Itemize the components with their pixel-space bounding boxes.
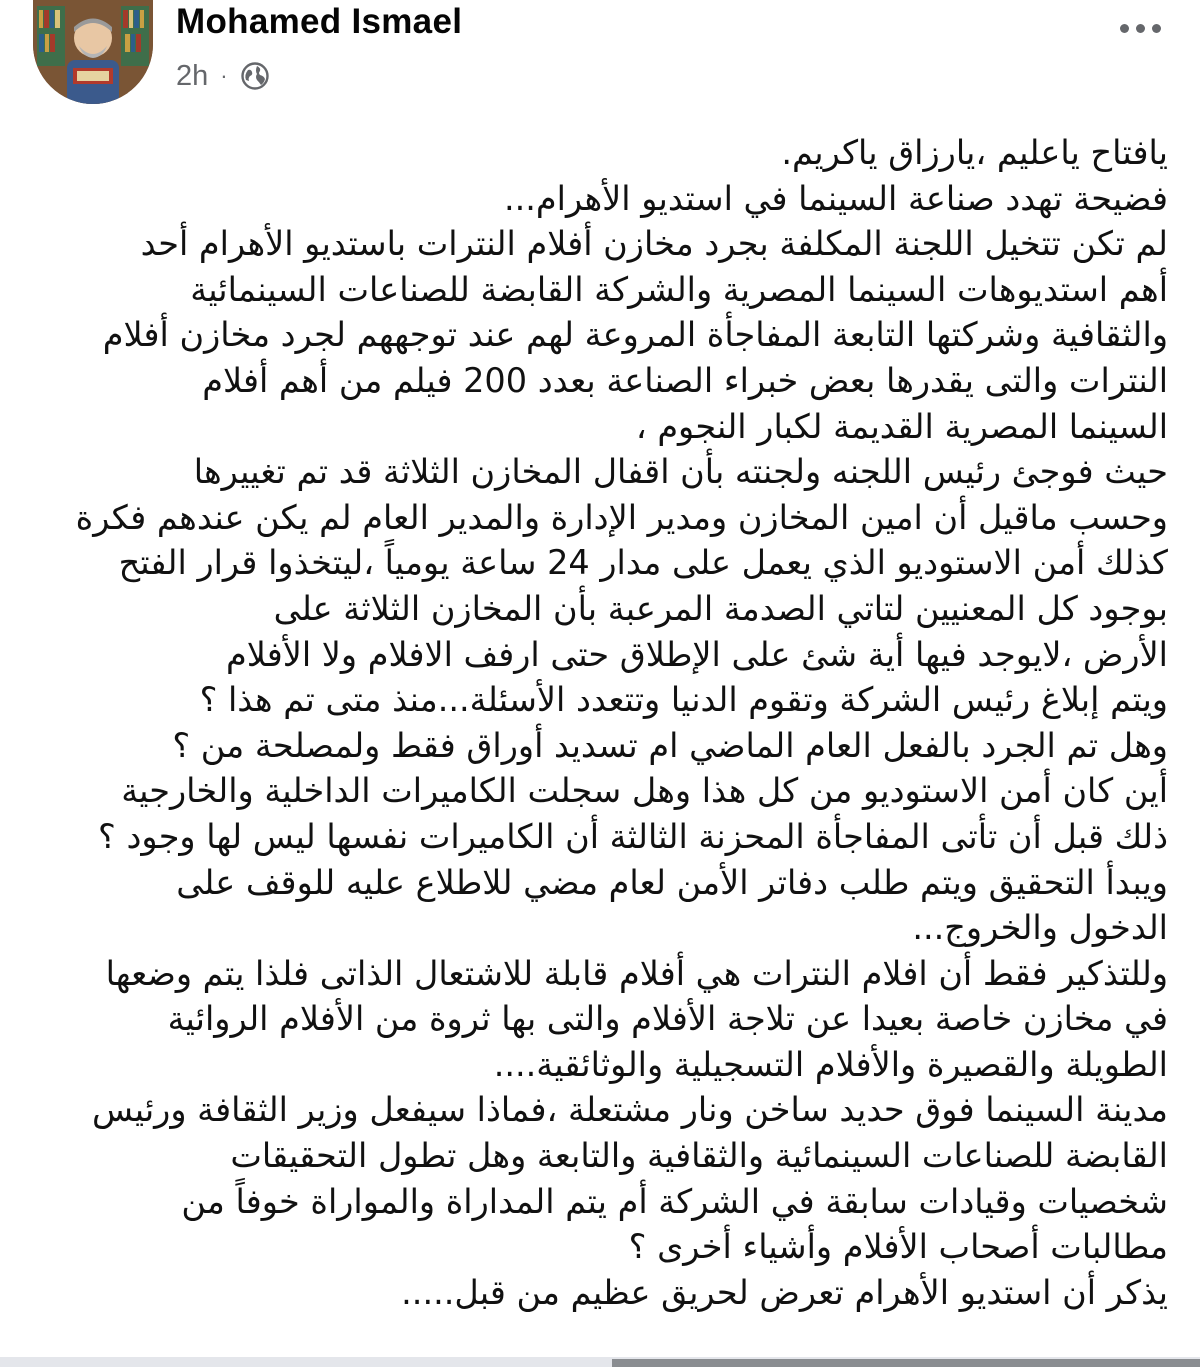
avatar-image (33, 0, 153, 104)
more-dots-icon (1136, 24, 1145, 33)
meta-separator: · (220, 63, 228, 88)
post-line: الأرض ،لايوجد فيها أية شئ على الإطلاق حتى ارفف الافلام ولا الأفلام (226, 634, 1168, 674)
post-line: الطويلة والقصيرة والأفلام التسجيلية والوثائقية.... (493, 1044, 1168, 1084)
post-line: أين كان أمن الاستوديو من كل هذا وهل سجلت الكاميرات الداخلية والخارجية (121, 771, 1168, 811)
post-timestamp[interactable]: 2h (176, 59, 209, 92)
post-line: أهم استديوهات السينما المصرية والشركة القابضة للصناعات السينمائية (190, 269, 1168, 309)
post-line: القابضة للصناعات السينمائية والثقافية والتابعة وهل تطول التحقيقات (230, 1136, 1168, 1176)
post-line: السينما المصرية القديمة لكبار النجوم ، (635, 406, 1168, 446)
post-line: وحسب ماقيل أن امين المخازن ومدير الإدارة والمدير العام لم يكن عندهم فكرة (75, 497, 1168, 537)
post-line: النترات والتى يقدرها بعض خبراء الصناعة بعدد 200 فيلم من أهم أفلام (202, 360, 1168, 400)
media-thumbnail[interactable] (612, 1359, 1200, 1367)
more-options-button[interactable] (1112, 16, 1168, 40)
post-line: يافتاح ياعليم ،يارزاق ياكريم. (781, 133, 1168, 172)
post-line: يذكر أن استديو الأهرام تعرض لحريق عظيم من قبل..... (401, 1272, 1168, 1312)
author-name[interactable]: Mohamed Ismael (176, 2, 463, 41)
post-text (18, 130, 1168, 1315)
globe-icon[interactable] (240, 61, 270, 91)
post-line: لم تكن تتخيل اللجنة المكلفة بجرد مخازن أفلام النترات باستديو الأهرام أحد (140, 224, 1168, 264)
post-header (0, 0, 1200, 120)
post-line: كذلك أمن الاستوديو الذي يعمل على مدار 24 ساعة يومياً ،ليتخذوا قرار الفتح (118, 543, 1168, 583)
more-dots-icon (1152, 24, 1161, 33)
attached-media-preview[interactable] (0, 1357, 1200, 1367)
post-line: الدخول والخروج... (912, 908, 1168, 948)
post-line: فضيحة تهدد صناعة السينما في استديو الأهرام... (503, 178, 1168, 218)
post-line: والثقافية وشركتها التابعة المفاجأة المروعة لهم عند توجههم لجرد مخازن أفلام (102, 315, 1168, 355)
post-meta (176, 56, 270, 96)
post-line: ويبدأ التحقيق ويتم طلب دفاتر الأمن لعام مضي للاطلاع عليه للوقف على (176, 862, 1168, 902)
post-line: شخصيات وقيادات سابقة في الشركة أم يتم المداراة والمواراة خوفاً من (181, 1181, 1168, 1221)
post-line: ذلك قبل أن تأتى المفاجأة المحزنة الثالثة أن الكاميرات نفسها ليس لها وجود ؟ (98, 816, 1168, 856)
post-line: مطالبات أصحاب الأفلام وأشياء أخرى ؟ (628, 1227, 1168, 1267)
post-line: بوجود كل المعنيين لتاتي الصدمة المرعبة بأن المخازن الثلاثة على (273, 588, 1168, 628)
post-line: وهل تم الجرد بالفعل العام الماضي ام تسديد أوراق فقط ولمصلحة من ؟ (172, 725, 1168, 765)
post-line: مدينة السينما فوق حديد ساخن ونار مشتعلة ،فماذا سيفعل وزير الثقافة ورئيس (92, 1090, 1168, 1130)
post-line: حيث فوجئ رئيس اللجنه ولجنته بأن اقفال المخازن الثلاثة قد تم تغييرها (193, 452, 1168, 492)
post-line: في مخازن خاصة بعيدا عن تلاجة الأفلام والتى بها ثروة من الأفلام الروائية (167, 999, 1168, 1039)
more-dots-icon (1120, 24, 1129, 33)
avatar[interactable] (33, 0, 153, 104)
post-line: ويتم إبلاغ رئيس الشركة وتقوم الدنيا وتتعدد الأسئلة...منذ متى تم هذا ؟ (199, 680, 1168, 720)
post-line: وللتذكير فقط أن افلام النترات هي أفلام قابلة للاشتعال الذاتى فلذا يتم وضعها (105, 953, 1168, 993)
